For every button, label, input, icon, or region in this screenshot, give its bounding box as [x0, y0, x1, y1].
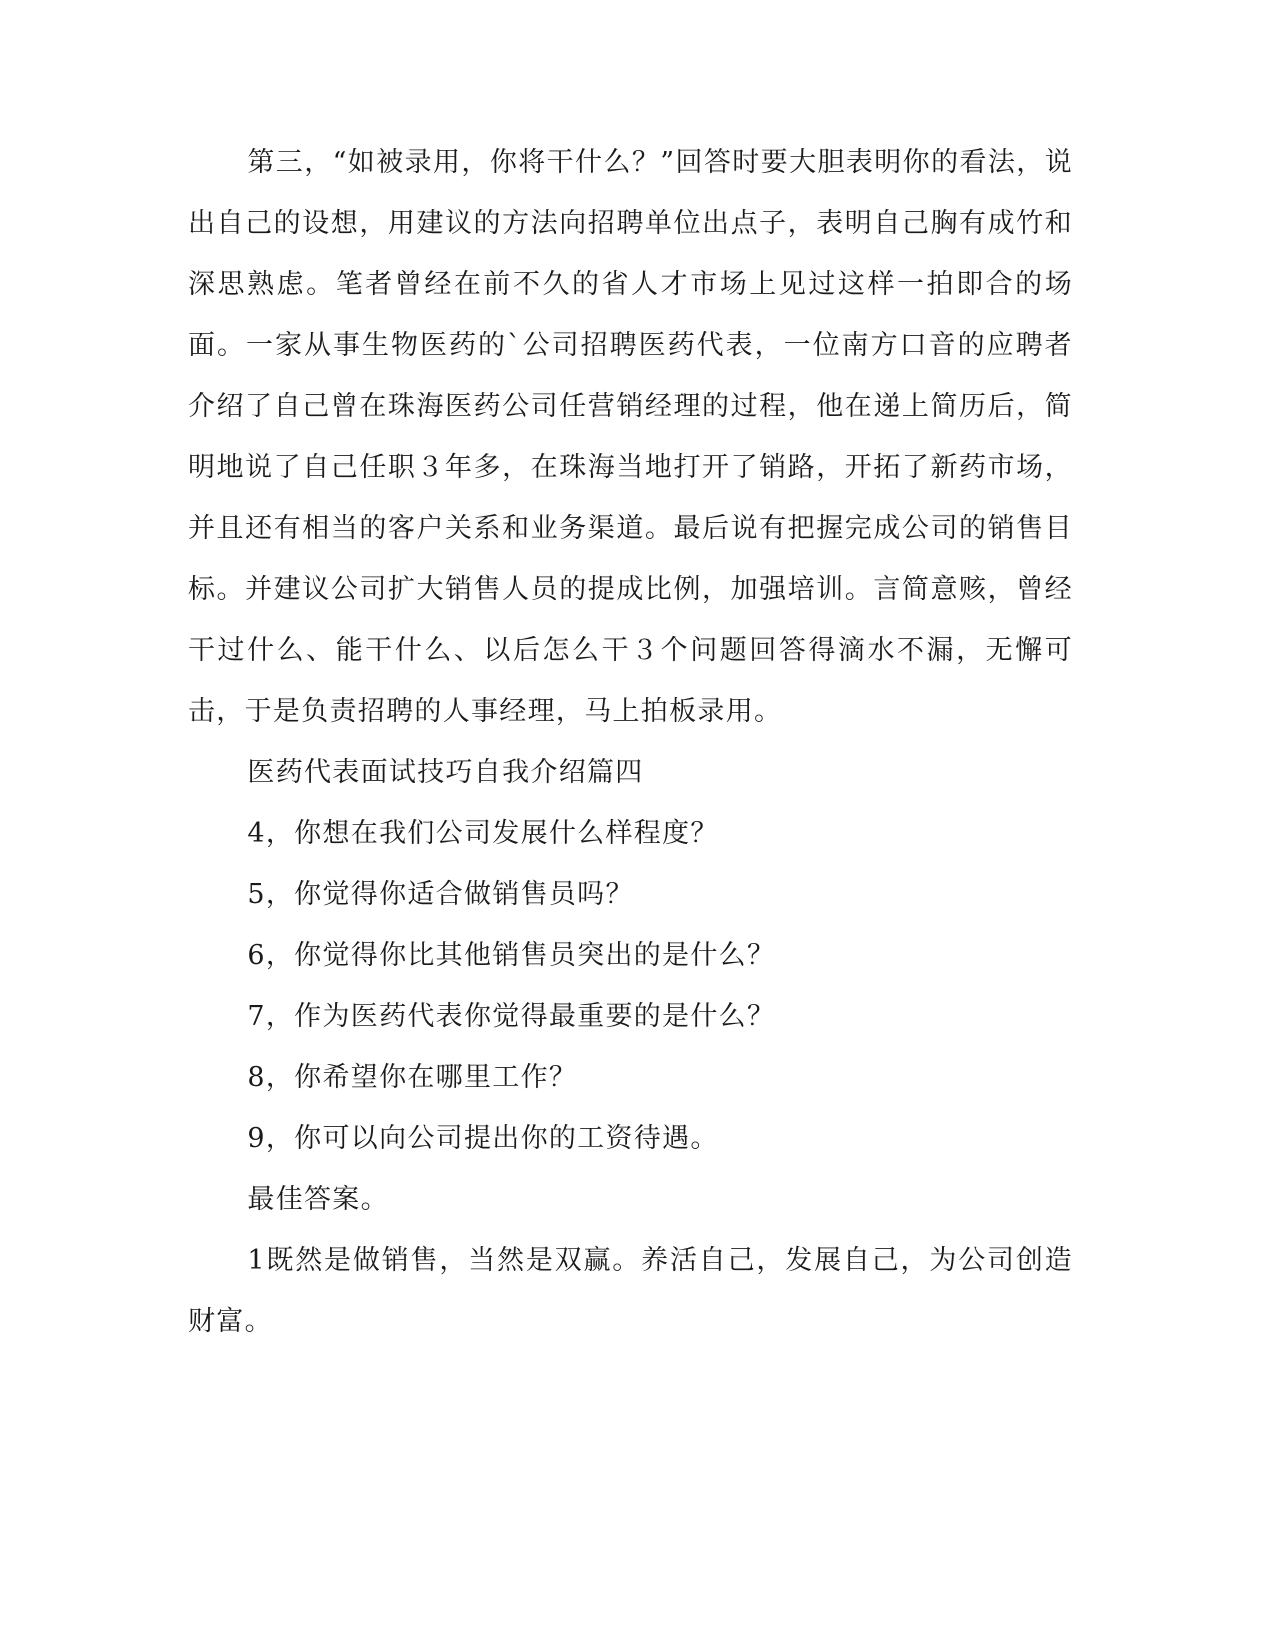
question-item-9: 9，你可以向公司提出你的工资待遇。	[247, 1123, 719, 1154]
best-answer-heading: 最佳答案。	[247, 1184, 389, 1215]
question-item-8: 8，你希望你在哪里工作？	[247, 1062, 578, 1093]
document-body	[188, 132, 1073, 1352]
section-heading: 医药代表面试技巧自我介绍篇四	[247, 757, 644, 788]
question-item-4: 4，你想在我们公司发展什么样程度？	[247, 818, 719, 849]
answer-item-1: 1既然是做销售，当然是双赢。养活自己，发展自己，为公司创造财富。	[188, 1245, 1073, 1337]
paragraph-hiring-scenario: 第三，“如被录用，你将干什么？”回答时要大胆表明你的看法，说出自己的设想，用建议的方法向招聘单位出点子，表明自己胸有成竹和深思熟虑。笔者曾经在前不久的省人才市场上见过这样一拍即合的场面。一家从事生物医药的`公司招聘医药代表，一位南方口音的应聘者介绍了自己曾在珠海医药公司任营销经理的过程，他在递上简历后，简明地说了自己任职３年多，在珠海当地打开了销路，开拓了新药市场，并且还有相当的客户关系和业务渠道。最后说有把握完成公司的销售目标。并建议公司扩大销售人员的提成比例，加强培训。言简意赅，曾经干过什么、能干什么、以后怎么干３个问题回答得滴水不漏，无懈可击，于是负责招聘的人事经理，马上拍板录用。	[188, 147, 1073, 727]
question-item-7: 7，作为医药代表你觉得最重要的是什么？	[247, 1001, 776, 1032]
question-item-6: 6，你觉得你比其他销售员突出的是什么？	[247, 940, 776, 971]
question-item-5: 5，你觉得你适合做销售员吗？	[247, 879, 634, 910]
